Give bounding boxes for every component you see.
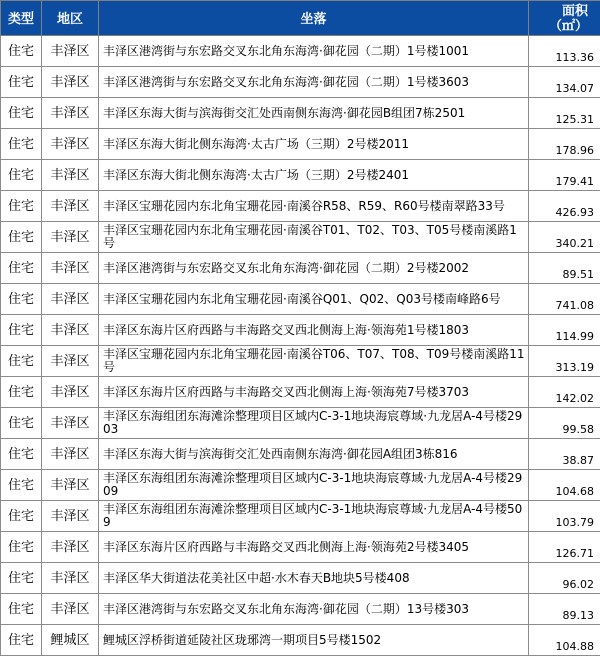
cell-location: 鲤城区浮桥街道延陵社区珑琊湾一期项目5号楼1502 (99, 625, 529, 656)
cell-district: 丰泽区 (42, 439, 99, 470)
cell-location: 丰泽区港湾街与东宏路交叉东北角东海湾·御花园（二期）13号楼303 (99, 594, 529, 625)
header-type: 类型 (1, 1, 42, 36)
table-row (1, 501, 600, 532)
cell-area: 114.99 (529, 315, 600, 346)
table-row (1, 253, 600, 284)
cell-type: 住宅 (1, 470, 42, 501)
cell-location: 丰泽区东海片区府西路与丰海路交叉西北侧海上海·领海苑2号楼3405 (99, 532, 529, 563)
cell-district: 丰泽区 (42, 532, 99, 563)
table-row (1, 222, 600, 253)
table-row (1, 129, 600, 160)
cell-district: 丰泽区 (42, 36, 99, 67)
cell-location: 丰泽区港湾街与东宏路交叉东北角东海湾·御花园（二期）1号楼3603 (99, 67, 529, 98)
cell-area: 104.68 (529, 470, 600, 501)
cell-district: 丰泽区 (42, 222, 99, 253)
cell-location: 丰泽区东海大街北侧东海湾·太古广场（三期）2号楼2011 (99, 129, 529, 160)
table-row (1, 346, 600, 377)
cell-type: 住宅 (1, 315, 42, 346)
cell-district: 丰泽区 (42, 160, 99, 191)
cell-district: 丰泽区 (42, 191, 99, 222)
cell-type: 住宅 (1, 284, 42, 315)
table-header-row (1, 1, 600, 36)
cell-location: 丰泽区宝珊花园内东北角宝珊花园·南溪谷Q01、Q02、Q03号楼南峰路6号 (99, 284, 529, 315)
cell-district: 丰泽区 (42, 253, 99, 284)
table-row (1, 160, 600, 191)
cell-area: 179.41 (529, 160, 600, 191)
table-row (1, 191, 600, 222)
cell-location: 丰泽区港湾街与东宏路交叉东北角东海湾·御花园（二期）2号楼2002 (99, 253, 529, 284)
cell-type: 住宅 (1, 67, 42, 98)
cell-area: 103.79 (529, 501, 600, 532)
cell-district: 丰泽区 (42, 315, 99, 346)
cell-type: 住宅 (1, 36, 42, 67)
cell-district: 丰泽区 (42, 408, 99, 439)
table-row (1, 532, 600, 563)
table-row (1, 67, 600, 98)
cell-area: 126.71 (529, 532, 600, 563)
cell-area: 142.02 (529, 377, 600, 408)
cell-type: 住宅 (1, 377, 42, 408)
header-district: 地区 (42, 1, 99, 36)
cell-location: 丰泽区港湾街与东宏路交叉东北角东海湾·御花园（二期）1号楼1001 (99, 36, 529, 67)
cell-area: 178.96 (529, 129, 600, 160)
cell-location: 丰泽区东海片区府西路与丰海路交叉西北侧海上海·领海苑1号楼1803 (99, 315, 529, 346)
cell-area: 313.19 (529, 346, 600, 377)
cell-district: 丰泽区 (42, 98, 99, 129)
table-row (1, 563, 600, 594)
cell-district: 丰泽区 (42, 67, 99, 98)
table-row (1, 36, 600, 67)
cell-type: 住宅 (1, 222, 42, 253)
cell-area: 741.08 (529, 284, 600, 315)
cell-type: 住宅 (1, 253, 42, 284)
table-row (1, 377, 600, 408)
cell-type: 住宅 (1, 98, 42, 129)
header-area-unit: （㎡） (548, 18, 588, 33)
table-row (1, 625, 600, 656)
cell-district: 丰泽区 (42, 377, 99, 408)
cell-area: 89.13 (529, 594, 600, 625)
cell-district: 丰泽区 (42, 563, 99, 594)
cell-district: 丰泽区 (42, 284, 99, 315)
cell-district: 鲤城区 (42, 625, 99, 656)
cell-type: 住宅 (1, 532, 42, 563)
cell-location: 丰泽区东海组团东海滩涂整理项目区域内C-3-1地块海宸尊域·九龙居A-4号楼2909 (99, 470, 529, 501)
cell-area: 89.51 (529, 253, 600, 284)
cell-district: 丰泽区 (42, 501, 99, 532)
cell-type: 住宅 (1, 563, 42, 594)
cell-location: 丰泽区宝珊花园内东北角宝珊花园·南溪谷T06、T07、T08、T09号楼南溪路11号 (99, 346, 529, 377)
cell-district: 丰泽区 (42, 346, 99, 377)
table-row (1, 98, 600, 129)
cell-district: 丰泽区 (42, 129, 99, 160)
cell-location: 丰泽区东海大街与滨海街交汇处西南侧东海湾·御花园B组团7栋2501 (99, 98, 529, 129)
cell-area: 134.07 (529, 67, 600, 98)
table-row (1, 284, 600, 315)
cell-area: 99.58 (529, 408, 600, 439)
header-location: 坐落 (99, 1, 529, 36)
cell-type: 住宅 (1, 408, 42, 439)
table-row (1, 315, 600, 346)
cell-area: 96.02 (529, 563, 600, 594)
cell-type: 住宅 (1, 501, 42, 532)
table-row (1, 408, 600, 439)
table-row (1, 439, 600, 470)
cell-type: 住宅 (1, 129, 42, 160)
cell-area: 113.36 (529, 36, 600, 67)
table-row (1, 594, 600, 625)
cell-area: 125.31 (529, 98, 600, 129)
cell-type: 住宅 (1, 594, 42, 625)
cell-type: 住宅 (1, 625, 42, 656)
cell-location: 丰泽区东海组团东海滩涂整理项目区域内C-3-1地块海宸尊域·九龙居A-4号楼509 (99, 501, 529, 532)
cell-location: 丰泽区宝珊花园内东北角宝珊花园·南溪谷T01、T02、T03、T05号楼南溪路1号 (99, 222, 529, 253)
cell-location: 丰泽区东海大街北侧东海湾·太古广场（三期）2号楼2401 (99, 160, 529, 191)
cell-area: 104.88 (529, 625, 600, 656)
cell-location: 丰泽区宝珊花园内东北角宝珊花园·南溪谷R58、R59、R60号楼南翠路33号 (99, 191, 529, 222)
cell-location: 丰泽区东海组团东海滩涂整理项目区域内C-3-1地块海宸尊域·九龙居A-4号楼2903 (99, 408, 529, 439)
table-row (1, 470, 600, 501)
cell-district: 丰泽区 (42, 594, 99, 625)
header-area (529, 1, 600, 36)
cell-location: 丰泽区东海片区府西路与丰海路交叉西北侧海上海·领海苑7号楼3703 (99, 377, 529, 408)
cell-location: 丰泽区华大街道法花美社区中超·水木春天B地块5号楼408 (99, 563, 529, 594)
cell-type: 住宅 (1, 160, 42, 191)
cell-area: 340.21 (529, 222, 600, 253)
cell-area: 426.93 (529, 191, 600, 222)
cell-area: 38.87 (529, 439, 600, 470)
cell-type: 住宅 (1, 439, 42, 470)
header-area-label: 面积 (561, 3, 588, 18)
cell-location: 丰泽区东海大街与滨海街交汇处西南侧东海湾·御花园A组团3栋816 (99, 439, 529, 470)
cell-type: 住宅 (1, 191, 42, 222)
cell-type: 住宅 (1, 346, 42, 377)
cell-district: 丰泽区 (42, 470, 99, 501)
